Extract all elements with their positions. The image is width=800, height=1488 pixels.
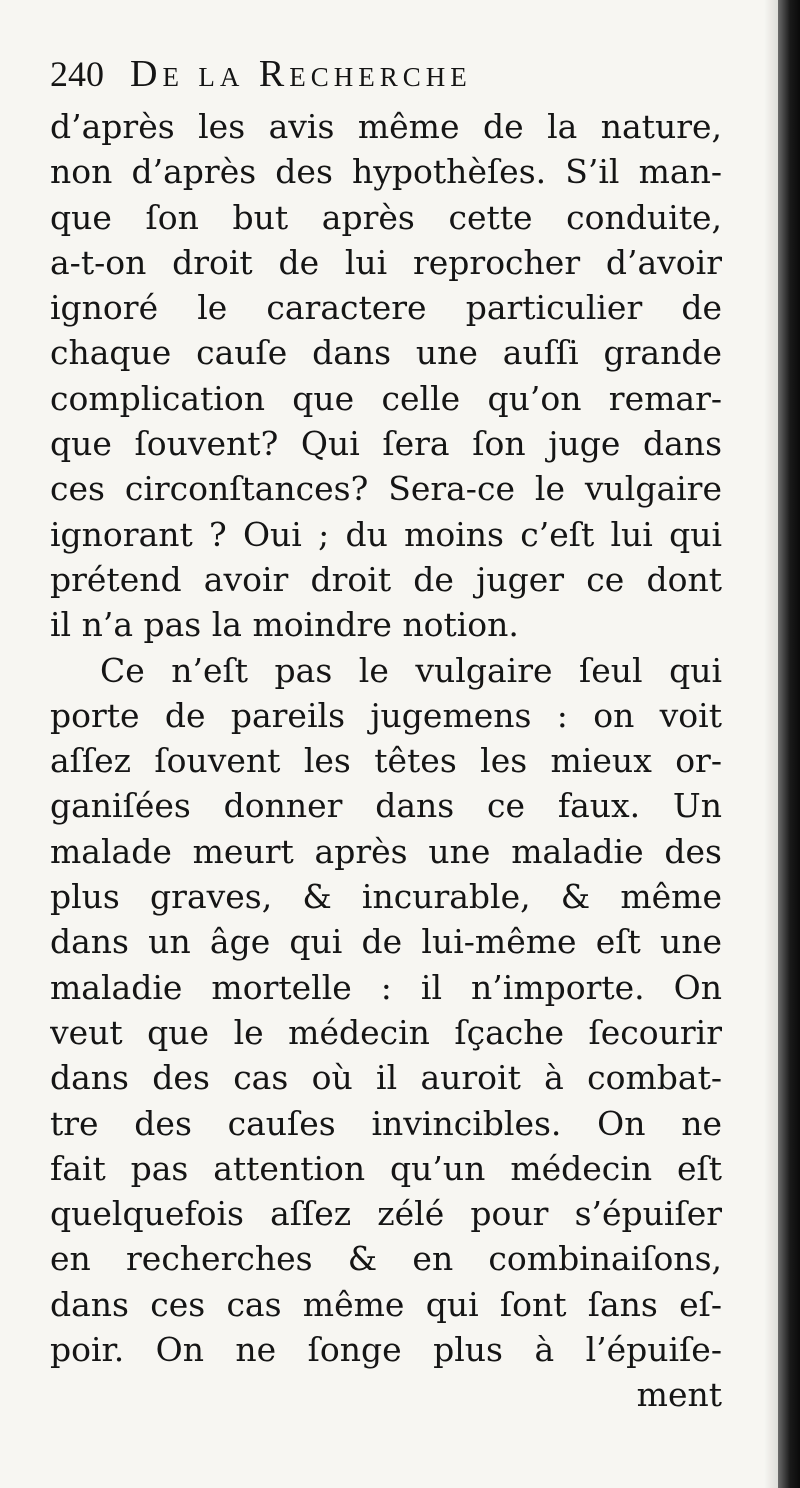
running-title: De la Recherche <box>130 53 472 95</box>
text-line: fait pas attention qu’un médecin eſt <box>50 1148 722 1188</box>
text-line: aſſez ſouvent les têtes les mieux or- <box>50 741 722 781</box>
text-line: dans un âge qui de lui-même eſt une <box>50 922 722 962</box>
text-line: ignoré le caractere particulier de <box>50 288 722 328</box>
running-head <box>50 52 722 104</box>
text-line: porte de pareils jugemens : on voit <box>50 695 722 735</box>
text-line: il n’a pas la moindre notion. <box>50 605 519 645</box>
text-line: dans des cas où il auroit à combat- <box>50 1058 722 1098</box>
text-line: Ce n’eſt pas le vulgaire ſeul qui <box>100 650 722 690</box>
paragraph-2 <box>50 648 722 1373</box>
gutter-shadow <box>764 0 778 1488</box>
text-line: ignorant ? Oui ; du moins c’eſt lui qui <box>50 514 722 554</box>
text-block <box>50 52 722 1418</box>
text-line: prétend avoir droit de juger ce dont <box>50 559 722 599</box>
text-line: dans ces cas même qui ſont ſans eſ- <box>50 1284 722 1324</box>
page-gutter <box>778 0 800 1488</box>
text-line: que ſon but après cette conduite, <box>50 197 722 237</box>
text-line: maladie mortelle : il n’importe. On <box>50 967 722 1007</box>
text-line: poir. On ne ſonge plus à l’épuiſe- <box>50 1330 722 1370</box>
text-line: a-t-on droit de lui reprocher d’avoir <box>50 242 722 282</box>
text-line: complication que celle qu’on remar- <box>50 378 722 418</box>
text-line: en recherches & en combinaiſons, <box>50 1239 722 1279</box>
page-number: 240 <box>50 54 104 94</box>
text-line: ganiſées donner dans ce faux. Un <box>50 786 722 826</box>
text-line: quelquefois aſſez zélé pour s’épuiſer <box>50 1194 722 1234</box>
text-line: d’après les avis même de la nature, <box>50 107 722 146</box>
text-line: ces circonſtances? Sera-ce le vulgaire <box>50 469 722 509</box>
text-line: que ſouvent? Qui ſera ſon juge dans <box>50 424 722 464</box>
text-line: plus graves, & incurable, & même <box>50 877 722 917</box>
text-line: non d’après des hypothèſes. S’il man- <box>50 152 722 192</box>
text-line: veut que le médecin ſçache ſecourir <box>50 1012 722 1052</box>
paragraph-1 <box>50 104 722 648</box>
catchword: ment <box>636 1375 722 1415</box>
text-line: malade meurt après une maladie des <box>50 831 722 871</box>
text-line: chaque cauſe dans une auſſi grande <box>50 333 722 373</box>
text-line: tre des cauſes invincibles. On ne <box>50 1103 722 1143</box>
